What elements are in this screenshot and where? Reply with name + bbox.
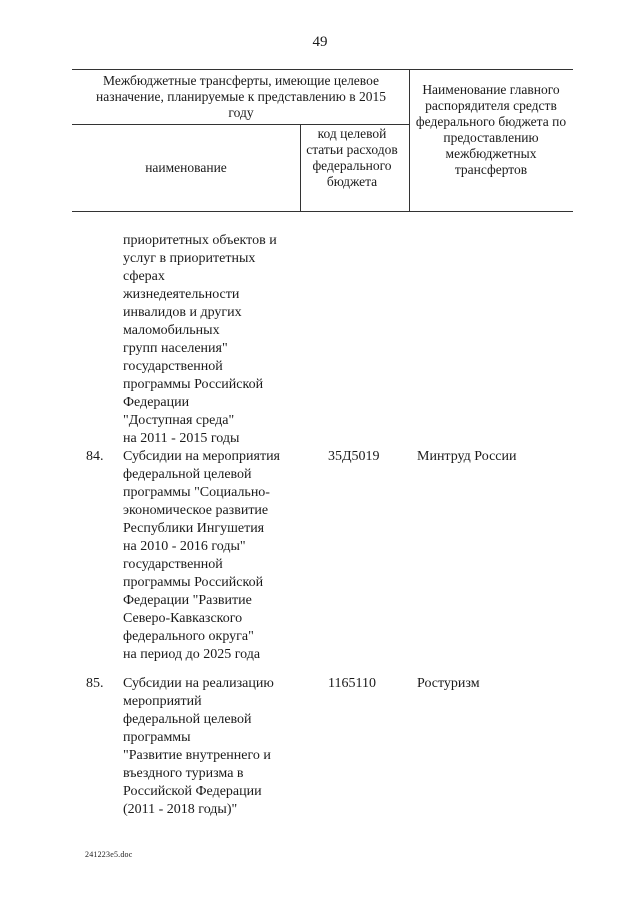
- row-84-code: 35Д5019: [328, 449, 380, 464]
- row-85-admin: Ростуризм: [417, 676, 480, 691]
- header-top-rule: [72, 69, 573, 70]
- row-85-code: 1165110: [328, 676, 376, 691]
- header-group-title: Межбюджетные трансферты, имеющие целевое назначение, планируемые к представлению в 2015 году: [96, 73, 386, 120]
- row-continued-name: приоритетных объектов и услуг в приоритетных сферах жизнедеятельности инвалидов и других маломобильных групп населения" государственной программы Российской Федерации "Доступная среда" на 2011 - 2015 годы: [123, 233, 277, 446]
- header-col-name: наименование: [145, 160, 227, 175]
- header-col-code: код целевой статьи расходов федерального бюджета: [306, 126, 398, 189]
- header-divider-admin: [409, 69, 410, 211]
- row-84-name: Субсидии на мероприятия федеральной целевой программы "Социально- экономическое развитие Республики Ингушетия на 2010 - 2016 годы" государственной программы Российской Федерации "Развитие Северо-Кавказского федерального округа" на период до 2025 года: [123, 449, 280, 662]
- header-mid-rule: [72, 124, 409, 125]
- row-84-number: 84.: [86, 449, 104, 464]
- page-number: 49: [312, 34, 328, 50]
- header-col-admin: Наименование главного распорядителя средств федерального бюджета по предоставлению межбюджетных трансфертов: [415, 82, 567, 177]
- header-bottom-rule: [72, 211, 573, 212]
- row-85-name: Субсидии на реализацию мероприятий федеральной целевой программы "Развитие внутреннего и въездного туризма в Российской Федерации (2011 - 2018 годы)": [123, 676, 274, 817]
- row-84-admin: Минтруд России: [417, 449, 517, 464]
- row-85-number: 85.: [86, 676, 104, 691]
- footer-filename: 241223e5.doc: [85, 850, 133, 859]
- header-divider-code: [300, 124, 301, 211]
